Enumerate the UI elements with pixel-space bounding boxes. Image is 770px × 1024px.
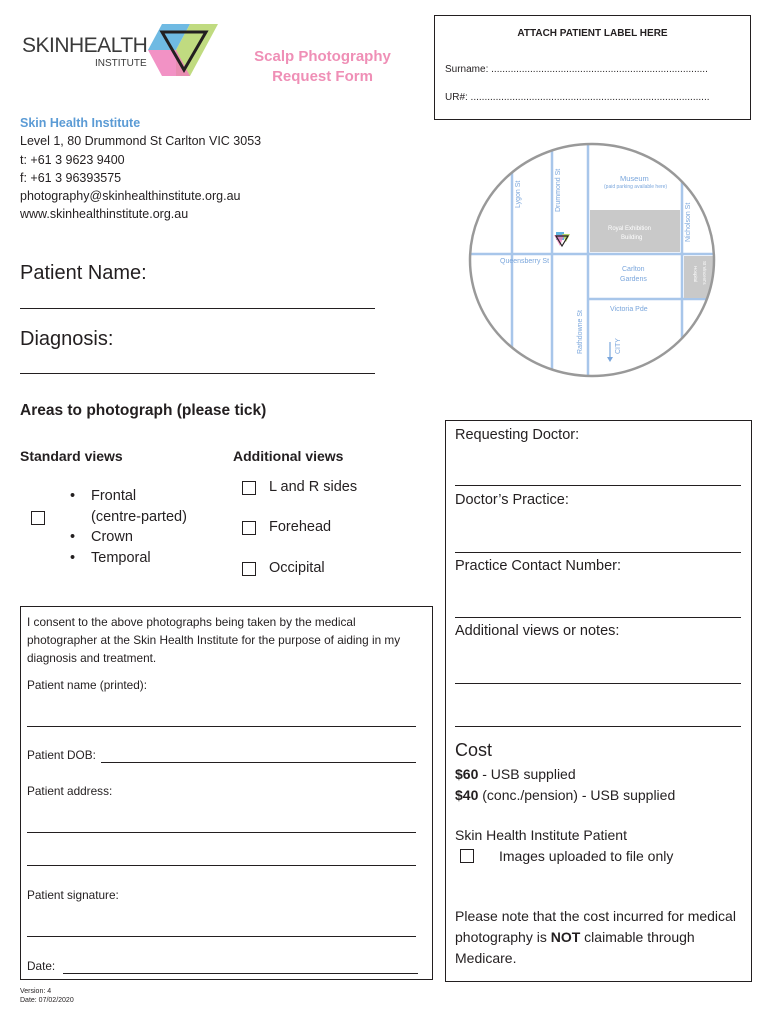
additional-notes-line-2[interactable] [455,726,741,727]
map-reb-2: Building [621,235,643,241]
images-uploaded-label: Images uploaded to file only [499,848,674,864]
forehead-label: Forehead [269,519,332,535]
lr-sides-checkbox[interactable] [242,481,256,495]
areas-title: Areas to photograph (please tick) [20,402,267,419]
form-title-line-2: Request Form [272,68,373,85]
map-lygon-st: Lygon St [515,180,522,208]
standard-views-heading: Standard views [20,448,123,464]
location-map [468,142,716,378]
additional-views-heading: Additional views [233,448,344,464]
org-address: Level 1, 80 Drummond St Carlton VIC 3053 [20,134,262,149]
version-info [20,987,74,1005]
list-item [70,507,187,528]
map-carlton-2: Gardens [620,276,647,283]
contact-details [20,114,261,224]
ur-number-field[interactable]: UR#: ...................................................................................... [445,92,710,103]
list-item: • Crown [70,529,133,545]
occipital-label: Occipital [269,560,325,576]
requesting-doctor-label: Requesting Doctor: [455,427,580,443]
map-st-vincents-1: St Vincent's [702,261,707,285]
org-name: Skin Health Institute [20,116,141,130]
logo-subtext: INSTITUTE [95,58,147,69]
medicare-note [455,906,745,969]
medicare-note-bold: NOT [550,929,581,945]
patient-name-line[interactable] [20,308,375,309]
org-website[interactable]: www.skinhealthinstitute.org.au [20,207,189,222]
lr-sides-label: L and R sides [269,479,358,495]
map-museum: Museum [620,174,649,183]
patient-signature-line[interactable] [27,936,416,937]
cost-option-2-amount: $40 [455,787,479,803]
map-drummond-st: Drummond St [555,168,562,212]
surname-field[interactable]: Surname: .............................................................................. [445,64,708,75]
doctors-practice-line[interactable] [455,552,741,553]
patient-name-label: Patient Name: [20,262,147,284]
medicare-note-after: claimable through Medicare. [455,929,695,966]
patient-name-printed-line[interactable] [27,726,416,727]
images-uploaded-checkbox[interactable] [460,849,474,863]
list-item-label: Frontal [91,488,137,504]
version-date: Date: 07/02/2020 [20,997,74,1004]
patient-label-title: ATTACH PATIENT LABEL HERE [517,28,668,39]
org-phone: t: +61 3 9623 9400 [20,152,125,167]
cost-option-1 [455,764,576,785]
cost-option-2 [455,785,675,806]
patient-address-label: Patient address: [27,784,113,798]
list-item: • Frontal [70,488,137,504]
shi-patient-label: Skin Health Institute Patient [455,827,627,843]
form-title-line-1: Scalp Photography [254,48,391,65]
list-item-label: (centre-parted) [91,508,187,525]
standard-views-list [70,486,187,568]
date-line[interactable] [63,973,418,974]
diagnosis-label: Diagnosis: [20,328,114,350]
practice-contact-label: Practice Contact Number: [455,558,622,574]
map-st-vincents-2: Hospital [693,266,698,283]
patient-address-line-1[interactable] [27,832,416,833]
consent-text: I consent to the above photographs being taken by the medical photographer at the Skin Health Institute for the purpose of aiding in my diagnosis and treatment. [27,615,401,665]
map-queensberry-st: Queensberry St [500,258,550,265]
org-email[interactable]: photography@skinhealthinstitute.org.au [20,189,241,204]
cost-option-1-text: - USB supplied [478,766,576,782]
org-fax: f: +61 3 96393575 [20,170,122,185]
occipital-checkbox[interactable] [242,562,256,576]
map-city: CITY [615,338,622,354]
list-item-label: Temporal [91,549,151,566]
patient-name-printed-label: Patient name (printed): [27,678,147,692]
map-carlton-1: Carlton [622,266,645,273]
forehead-checkbox[interactable] [242,521,256,535]
list-item-label: Crown [91,529,133,545]
form-title [240,47,405,87]
logo-triangle-icon [140,20,224,80]
doctors-practice-label: Doctor’s Practice: [455,492,569,508]
diagnosis-line[interactable] [20,373,375,374]
cost-heading: Cost [455,740,493,760]
patient-dob-label: Patient DOB: [27,748,96,762]
additional-notes-line-1[interactable] [455,683,741,684]
cost-option-2-text: (conc./pension) - USB supplied [478,787,676,803]
practice-contact-line[interactable] [455,617,741,618]
map-museum-note: (paid parking available here) [604,184,668,190]
consent-box [20,606,433,980]
list-item: • Temporal [70,549,151,566]
medicare-note-before: Please note that the cost incurred for medical photography is [455,908,736,945]
standard-views-checkbox[interactable] [31,511,45,525]
date-label: Date: [27,959,56,973]
map-reb-1: Royal Exhibition [608,226,652,232]
map-victoria-pde: Victoria Pde [610,306,648,313]
patient-dob-line[interactable] [101,762,416,763]
requesting-doctor-line[interactable] [455,485,741,486]
patient-signature-label: Patient signature: [27,888,119,902]
skin-health-institute-logo [22,20,212,82]
additional-notes-label: Additional views or notes: [455,623,620,639]
cost-option-1-amount: $60 [455,766,479,782]
map-nicholson-st: Nicholson St [685,202,692,242]
logo-wordmark: SKINHEALTH [22,34,148,57]
patient-address-line-2[interactable] [27,865,416,866]
patient-label-box [434,15,751,120]
version-number: Version: 4 [20,988,52,995]
map-rathdowne-st: Rathdowne St [577,310,584,354]
doctor-details-box [445,420,752,982]
